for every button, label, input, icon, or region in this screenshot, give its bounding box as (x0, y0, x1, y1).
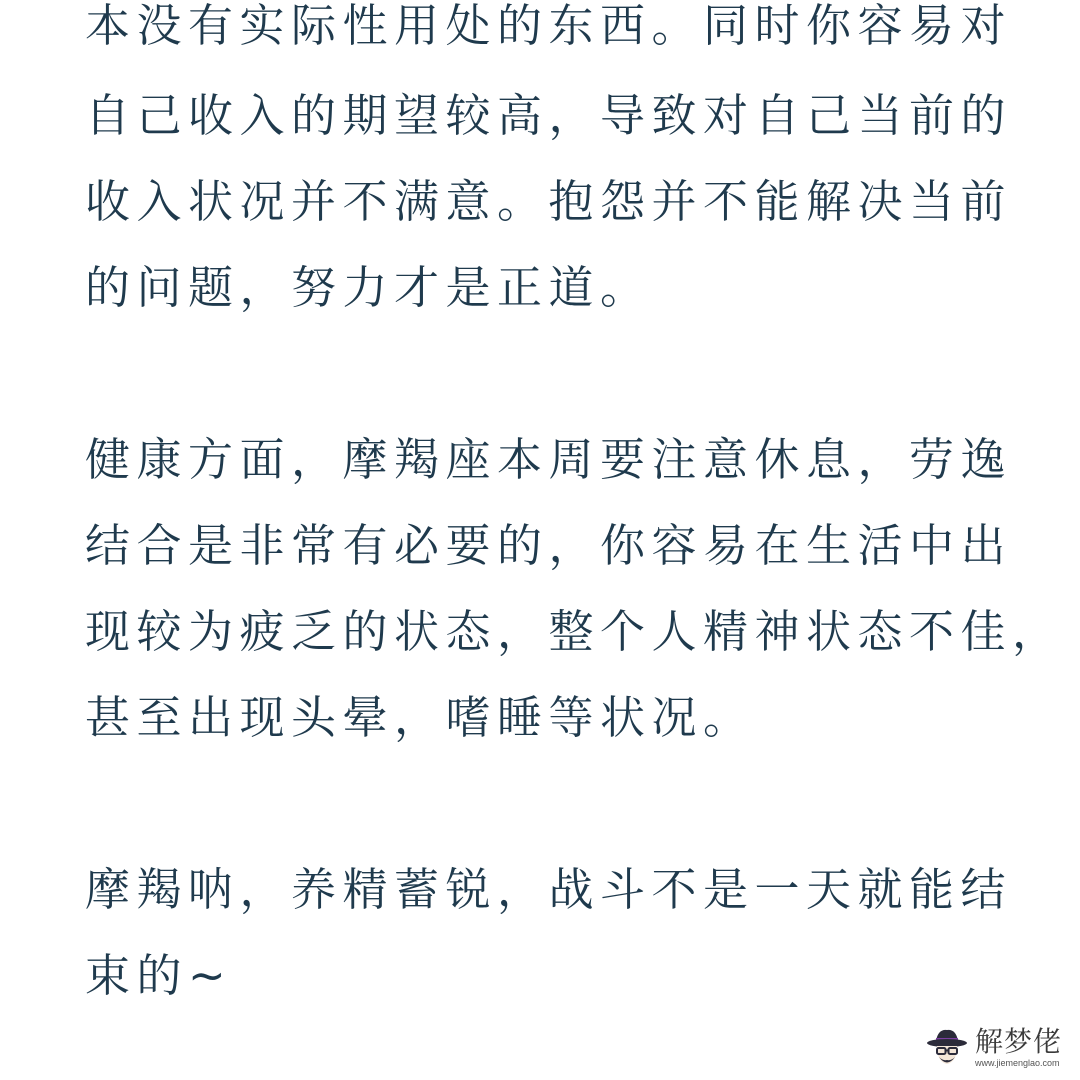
paragraph-1-line-3: 收入状况并不满意。抱怨并不能解决当前 (85, 175, 1013, 228)
detective-hat-glasses-icon (925, 1024, 969, 1070)
paragraph-1-line-1: 本没有实际性用处的东西。同时你容易对 (85, 0, 1013, 52)
paragraph-1-line-4: 的问题，努力才是正道。 (85, 261, 652, 314)
paragraph-2-line-3: 现较为疲乏的状态，整个人精神状态不佳， (85, 605, 1064, 658)
paragraph-3-line-1: 摩羯呐，养精蓄锐，战斗不是一天就能结 (85, 863, 1013, 916)
watermark (925, 1024, 1062, 1070)
watermark-brand-name: 解梦佬 (974, 1024, 1062, 1058)
watermark-text (975, 1026, 1062, 1069)
paragraph-2-line-1: 健康方面，摩羯座本周要注意休息，劳逸 (85, 433, 1013, 486)
paragraph-3-line-2: 束的~ (85, 949, 233, 1002)
paragraph-2-line-4: 甚至出现头晕，嗜睡等状况。 (85, 691, 755, 744)
paragraph-1-line-2: 自己收入的期望较高，导致对自己当前的 (85, 89, 1013, 142)
watermark-url: www.jiemenglao.com (974, 1057, 1060, 1068)
paragraph-2-line-2: 结合是非常有必要的，你容易在生活中出 (85, 519, 1013, 572)
